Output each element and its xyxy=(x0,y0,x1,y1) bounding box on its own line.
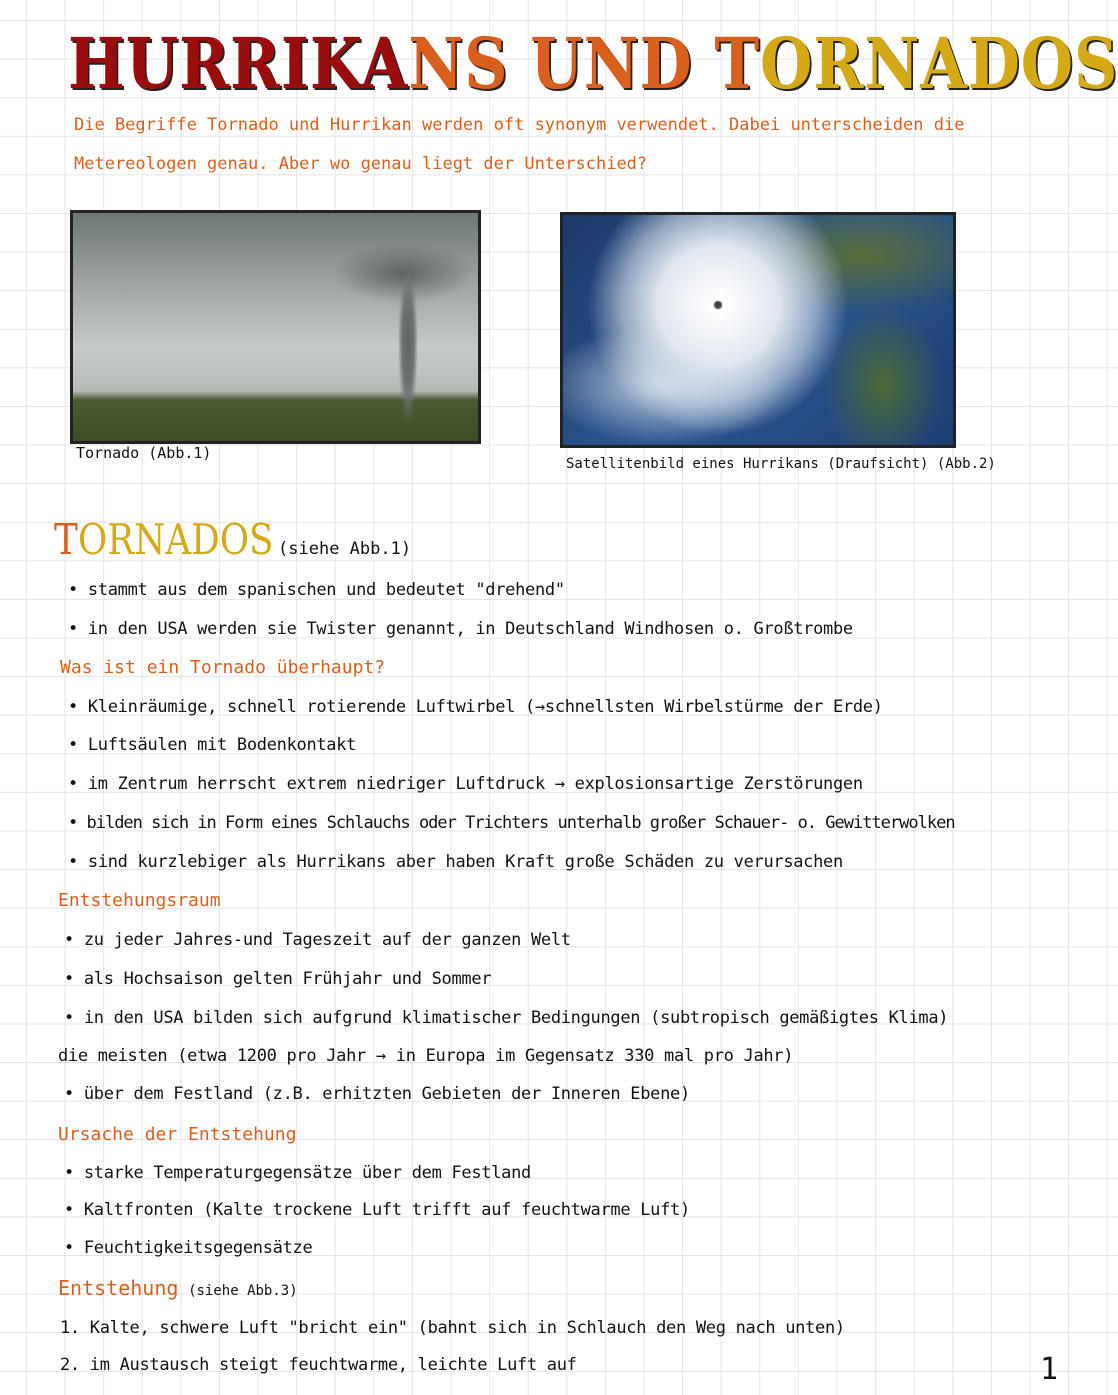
bullet-item: • Feuchtigkeitsgegensätze xyxy=(64,1238,313,1258)
page-number: 1 xyxy=(1040,1352,1059,1387)
bullet-item: • starke Temperaturgegensätze über dem Festland xyxy=(64,1163,531,1183)
continuation-line: die meisten (etwa 1200 pro Jahr → in Europa im Gegensatz 330 mal pro Jahr) xyxy=(58,1046,794,1066)
bullet-text: stammt aus dem spanischen und bedeutet "drehend" xyxy=(87,580,565,600)
bullet-text: zu jeder Jahres-und Tageszeit auf der ganzen Welt xyxy=(83,930,571,950)
bullet-text: in den USA werden sie Twister genannt, in Deutschland Windhosen o. Großtrombe xyxy=(87,619,853,639)
bullet-text: Feuchtigkeitsgegensätze xyxy=(83,1238,313,1258)
heading-entstehungsraum: Entstehungsraum xyxy=(58,890,221,911)
bullet-item: • stammt aus dem spanischen und bedeutet "drehend" xyxy=(68,580,565,600)
hurricane-caption: Satellitenbild eines Hurrikans (Draufsicht) (Abb.2) xyxy=(566,456,996,472)
tornado-caption: Tornado (Abb.1) xyxy=(76,444,212,462)
bullet-item: • in den USA bilden sich aufgrund klimatischer Bedingungen (subtropisch gemäßigtes Klima) xyxy=(64,1008,949,1028)
bullet-text: über dem Festland (z.B. erhitzten Gebieten der Inneren Ebene) xyxy=(83,1084,690,1104)
section-title-letter: T xyxy=(54,515,78,564)
bullet-item: • in den USA werden sie Twister genannt, in Deutschland Windhosen o. Großtrombe xyxy=(68,619,853,639)
title-part: HURRIKA xyxy=(68,22,409,105)
heading-ref: (siehe Abb.3) xyxy=(188,1283,298,1299)
intro-line: Die Begriffe Tornado und Hurrikan werden oft synonym verwendet. Dabei unterscheiden die xyxy=(74,115,965,135)
heading-text: Entstehung xyxy=(58,1276,179,1300)
heading-entstehung xyxy=(58,1276,298,1300)
title-part: NS UND T xyxy=(408,22,761,105)
bullet-text: sind kurzlebiger als Hurrikans aber haben Kraft große Schäden zu verursachen xyxy=(87,852,843,872)
bullet-text: in den USA bilden sich aufgrund klimatischer Bedingungen (subtropisch gemäßigtes Klima) xyxy=(83,1008,949,1028)
section-ref: (siehe Abb.1) xyxy=(278,539,412,559)
bullet-text: im Zentrum herrscht extrem niedriger Luftdruck → explosionsartige Zerstörungen xyxy=(87,774,863,794)
step-item: 2. im Austausch steigt feuchtwarme, leichte Luft auf xyxy=(60,1355,577,1375)
section-heading xyxy=(54,515,411,564)
bullet-item: • über dem Festland (z.B. erhitzten Gebieten der Inneren Ebene) xyxy=(64,1084,690,1104)
title-part: ORNADOS xyxy=(760,22,1118,105)
bullet-item: • Luftsäulen mit Bodenkontakt xyxy=(68,735,357,755)
heading-ursache: Ursache der Entstehung xyxy=(58,1124,297,1145)
bullet-item: • bilden sich in Form eines Schlauchs oder Trichters unterhalb großer Schauer- o. Gewitterwolken xyxy=(68,813,955,833)
bullet-item: • als Hochsaison gelten Frühjahr und Sommer xyxy=(64,969,492,989)
bullet-text: Kleinräumige, schnell rotierende Luftwirbel (→schnellsten Wirbelstürme der Erde) xyxy=(87,697,883,717)
intro-line: Metereologen genau. Aber wo genau liegt der Unterschied? xyxy=(74,154,648,174)
heading-was-ist: Was ist ein Tornado überhaupt? xyxy=(60,657,386,678)
bullet-text: Kaltfronten (Kalte trockene Luft trifft auf feuchtwarme Luft) xyxy=(83,1200,690,1220)
bullet-item: • sind kurzlebiger als Hurrikans aber haben Kraft große Schäden zu verursachen xyxy=(68,852,843,872)
tornado-photo xyxy=(70,210,481,444)
hurricane-satellite-photo xyxy=(560,212,956,448)
step-item: 1. Kalte, schwere Luft "bricht ein" (bahnt sich in Schlauch den Weg nach unten) xyxy=(60,1318,845,1338)
bullet-item: • Kaltfronten (Kalte trockene Luft trifft auf feuchtwarme Luft) xyxy=(64,1200,690,1220)
bullet-item: • im Zentrum herrscht extrem niedriger Luftdruck → explosionsartige Zerstörungen xyxy=(68,774,863,794)
bullet-text: bilden sich in Form eines Schlauchs oder Trichters unterhalb großer Schauer- o. Gewitterwolken xyxy=(86,813,955,833)
bullet-text: starke Temperaturgegensätze über dem Festland xyxy=(83,1163,531,1183)
page-title xyxy=(68,22,1118,105)
bullet-item: • zu jeder Jahres-und Tageszeit auf der ganzen Welt xyxy=(64,930,571,950)
section-title: ORNADOS xyxy=(78,515,274,564)
bullet-text: Luftsäulen mit Bodenkontakt xyxy=(87,735,357,755)
bullet-text: als Hochsaison gelten Frühjahr und Sommer xyxy=(83,969,492,989)
bullet-item: • Kleinräumige, schnell rotierende Luftwirbel (→schnellsten Wirbelstürme der Erde) xyxy=(68,697,883,717)
